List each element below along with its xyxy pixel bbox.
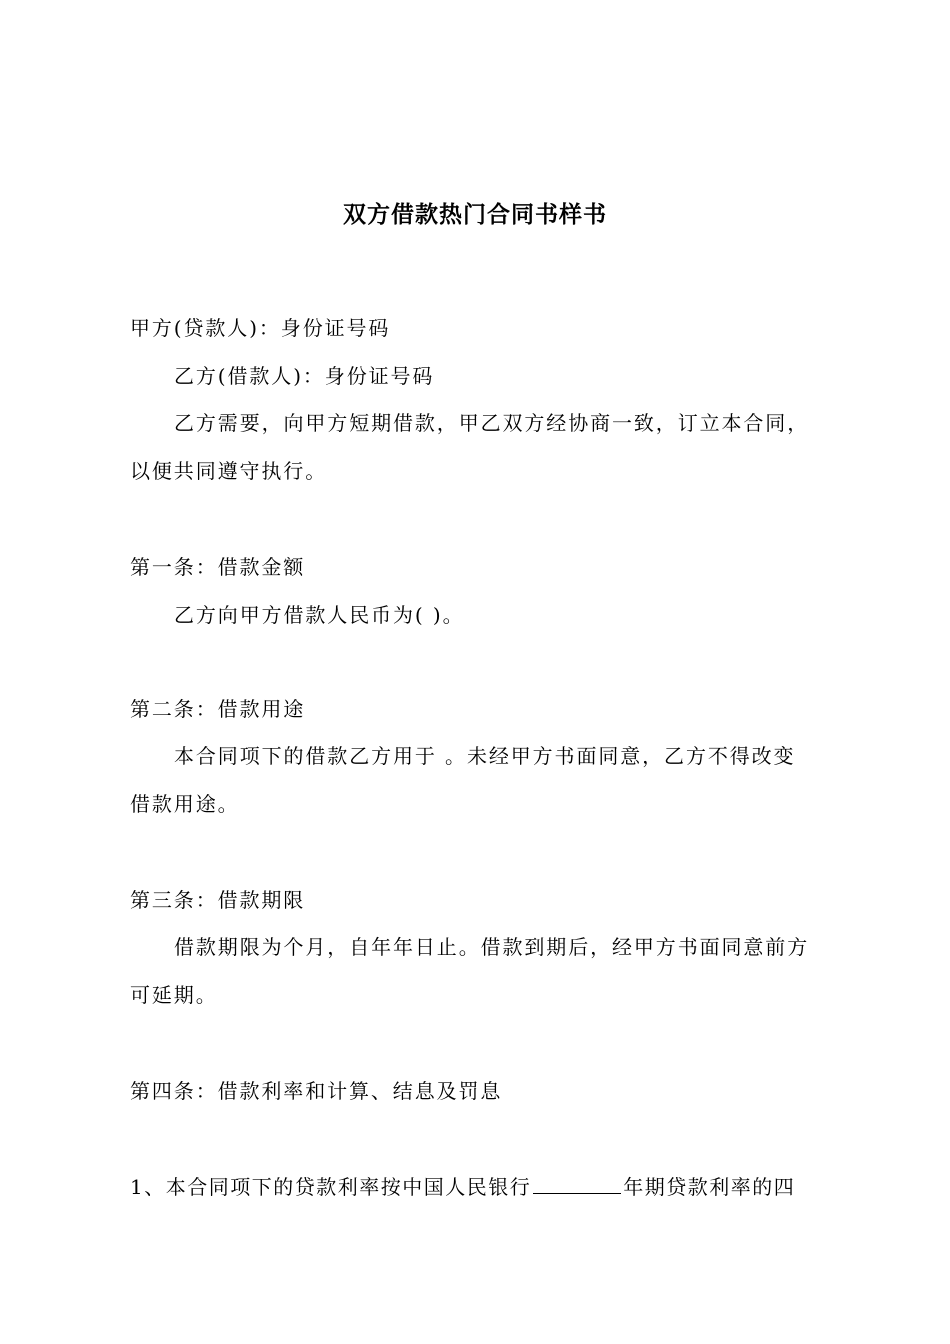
- clause1-text-end: 年期贷款利率的四: [623, 1175, 796, 1199]
- clause1-text-start: 1、本合同项下的贷款利率按中国人民银行: [130, 1175, 532, 1199]
- document-title: 双方借款热门合同书样书: [343, 201, 607, 228]
- article2-body-line-1: 本合同项下的借款乙方用于 。未经甲方书面同意，乙方不得改变: [174, 744, 796, 768]
- article3-body-line-2: 可延期。: [130, 983, 218, 1007]
- article1-heading: 第一条：借款金额: [130, 555, 306, 579]
- article1-body: 乙方向甲方借款人民币为( )。: [174, 603, 465, 627]
- party-b-line: 乙方(借款人)：身份证号码: [174, 364, 435, 388]
- article3-body-line-1: 借款期限为个月，自年年日止。借款到期后，经甲方书面同意前方: [174, 935, 810, 959]
- preamble-line-2: 以便共同遵守执行。: [130, 459, 328, 483]
- clause1-line: [130, 1171, 795, 1202]
- article2-heading: 第二条：借款用途: [130, 697, 306, 721]
- article3-heading: 第三条：借款期限: [130, 888, 306, 912]
- party-a-line: 甲方(贷款人)：身份证号码: [130, 316, 391, 340]
- preamble-line-1: 乙方需要，向甲方短期借款，甲乙双方经协商一致，订立本合同，: [174, 411, 810, 435]
- article4-heading: 第四条：借款利率和计算、结息及罚息: [130, 1079, 503, 1103]
- fill-in-blank: [533, 1171, 621, 1194]
- article2-body-line-2: 借款用途。: [130, 792, 240, 816]
